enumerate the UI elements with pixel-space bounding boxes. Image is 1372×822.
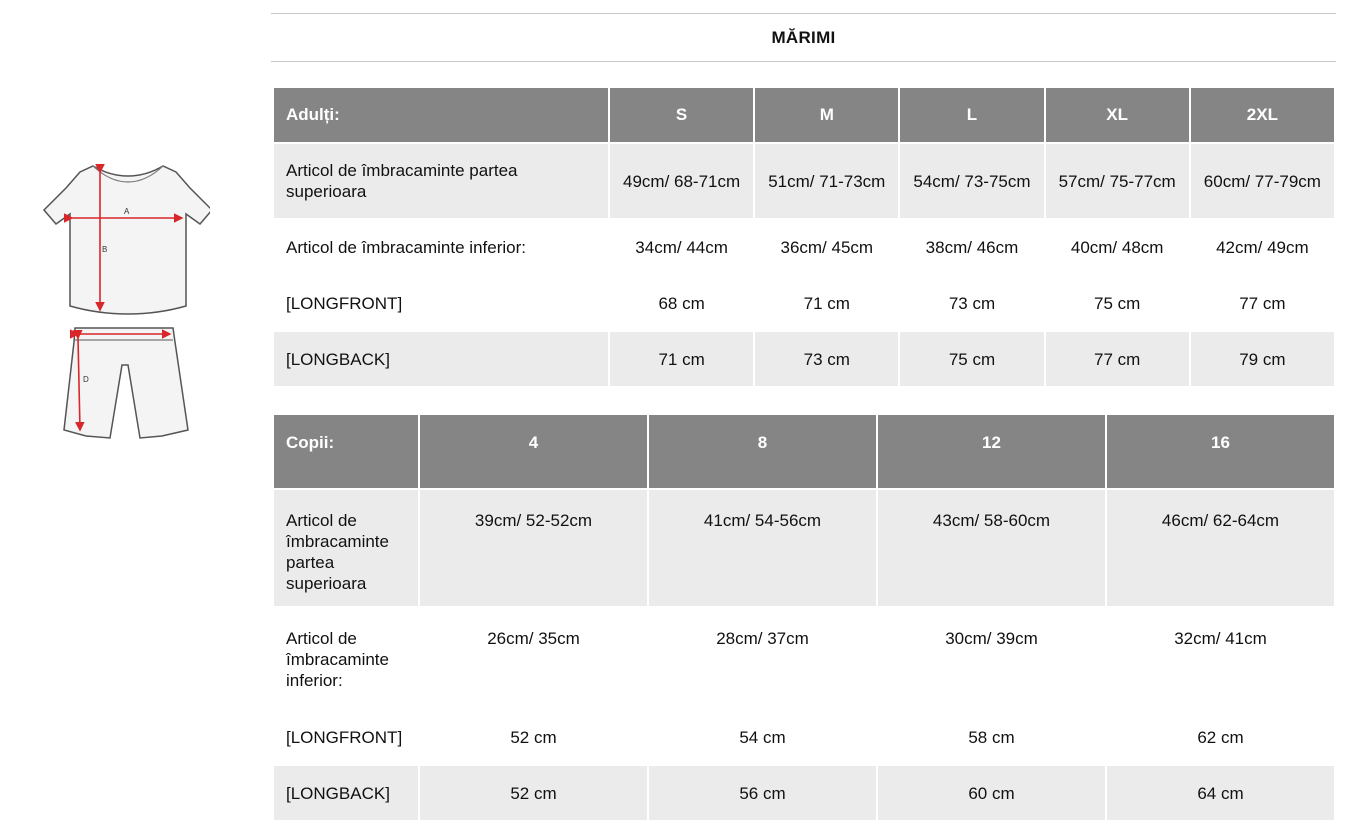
row-label: Articol de îmbracaminte inferior:	[286, 237, 526, 257]
table-cell: 52 cm	[420, 766, 647, 820]
size-header-xl: XL	[1046, 88, 1189, 142]
table-cell: 71 cm	[803, 293, 850, 313]
size-header-2xl: 2XL	[1191, 88, 1334, 142]
size-header-4: 4	[420, 415, 647, 488]
adult-header-label: Adulți:	[274, 88, 608, 142]
table-cell: 73 cm	[948, 293, 996, 313]
table-cell: 39cm/ 52-52cm	[420, 490, 647, 606]
size-header-12: 12	[878, 415, 1105, 488]
table-cell: 30cm/ 39cm	[945, 629, 1038, 648]
table-cell: 57cm/ 75-77cm	[1046, 144, 1189, 218]
table-row	[274, 766, 1334, 820]
table-cell: 75 cm	[900, 332, 1043, 386]
table-cell: 40cm/ 48cm	[1070, 237, 1164, 257]
row-label: [LONGBACK]	[274, 766, 418, 820]
table-cell: 79 cm	[1191, 332, 1334, 386]
table-cell: 51cm/ 71-73cm	[755, 144, 898, 218]
size-header-16: 16	[1107, 415, 1334, 488]
row-label: [LONGFRONT]	[286, 293, 403, 313]
row-label: Articol de îmbracaminte partea superioara	[274, 144, 608, 218]
size-header-8: 8	[649, 415, 876, 488]
table-cell: 77 cm	[1239, 293, 1286, 313]
table-row	[274, 490, 1334, 606]
table-cell: 28cm/ 37cm	[716, 629, 809, 648]
table-cell: 77 cm	[1046, 332, 1189, 386]
size-header-m: M	[755, 88, 898, 142]
table-row	[274, 608, 1334, 708]
table-cell: 58 cm	[968, 727, 1015, 747]
table-cell: 54cm/ 73-75cm	[900, 144, 1043, 218]
table-cell: 26cm/ 35cm	[487, 629, 580, 648]
table-row	[274, 220, 1334, 274]
table-row	[274, 144, 1334, 218]
table-cell: 36cm/ 45cm	[780, 237, 874, 257]
size-header-s: S	[610, 88, 753, 142]
size-header-l: L	[900, 88, 1043, 142]
table-cell: 42cm/ 49cm	[1216, 237, 1309, 257]
table-row	[274, 332, 1334, 386]
table-cell: 68 cm	[658, 293, 705, 313]
tshirt-and-shorts-measurement-icon	[40, 160, 210, 445]
table-cell: 43cm/ 58-60cm	[878, 490, 1105, 606]
table-cell: 60cm/ 77-79cm	[1191, 144, 1334, 218]
row-label: Articol de îmbracaminte inferior:	[286, 629, 389, 690]
table-cell: 56 cm	[649, 766, 876, 820]
table-cell: 52 cm	[510, 727, 557, 747]
row-label: [LONGBACK]	[274, 332, 608, 386]
size-heading-band	[271, 13, 1336, 62]
table-cell: 64 cm	[1107, 766, 1334, 820]
table-cell: 38cm/ 46cm	[925, 237, 1019, 257]
kids-size-table	[272, 413, 1336, 822]
table-header-row	[274, 88, 1334, 142]
kids-header-label: Copii:	[274, 415, 418, 488]
table-header-row	[274, 415, 1334, 488]
table-row	[274, 276, 1334, 330]
table-row	[274, 710, 1334, 764]
table-cell: 49cm/ 68-71cm	[610, 144, 753, 218]
measure-a-label: A	[124, 207, 130, 216]
table-cell: 75 cm	[1094, 293, 1141, 313]
table-cell: 41cm/ 54-56cm	[649, 490, 876, 606]
measure-b-label: B	[102, 245, 108, 254]
table-cell: 71 cm	[610, 332, 753, 386]
table-cell: 62 cm	[1197, 727, 1244, 747]
row-label: [LONGFRONT]	[286, 727, 403, 747]
table-cell: 54 cm	[739, 727, 786, 747]
adult-size-table	[272, 86, 1336, 388]
page-title: MĂRIMI	[771, 27, 836, 47]
garment-measurement-illustration	[40, 160, 210, 445]
tshirt-outline	[44, 166, 210, 314]
table-cell: 46cm/ 62-64cm	[1107, 490, 1334, 606]
table-cell: 32cm/ 41cm	[1174, 629, 1267, 648]
measure-d-label: D	[83, 375, 89, 384]
table-cell: 60 cm	[878, 766, 1105, 820]
row-label: Articol de îmbracaminte partea superioara	[274, 490, 418, 606]
table-cell: 73 cm	[755, 332, 898, 386]
table-cell: 34cm/ 44cm	[635, 237, 728, 257]
